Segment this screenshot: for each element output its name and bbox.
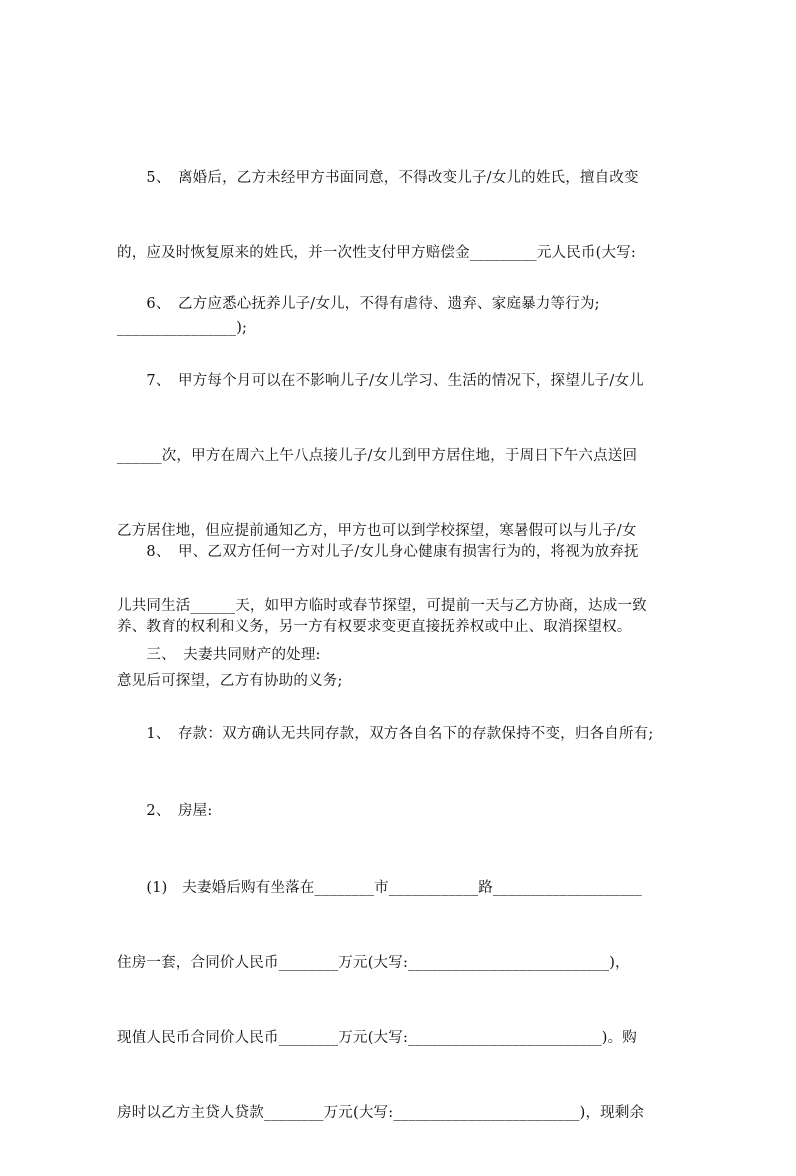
text-line: 三、 夫妻共同财产的处理: [117,647,321,663]
text-line: 儿共同生活______天，如甲方临时或春节探望，可提前一天与乙方协商，达成一致 [117,598,647,614]
text-line: 现值人民币合同价人民币________万元(大写:__________________________)。购 [117,1030,637,1046]
text-line: 1、 存款：双方确认无共同存款，双方各自名下的存款保持不变，归各自所有; [117,726,654,742]
text-line: 2、 房屋: [117,803,213,819]
text-line: 8、 甲、乙双方任何一方对儿子/女儿身心健康有损害行为的，将视为放弃抚 [117,544,639,560]
text-line: 5、 离婚后，乙方未经甲方书面同意，不得改变儿子/女儿的姓氏，擅自改变 [117,170,639,186]
text-line: 7、 甲方每个月可以在不影响儿子/女儿学习、生活的情况下，探望儿子/女儿 [117,373,644,389]
text-line: 乙方居住地，但应提前通知乙方，甲方也可以到学校探望，寒暑假可以与儿子/女 [117,523,637,539]
text-line: 房时以乙方主贷人贷款________万元(大写:_________________________)，现剩余 [117,1105,645,1121]
text-line: 意见后可探望，乙方有协助的义务; [117,673,343,689]
text-line: ________________); [117,320,248,336]
text-line: 的，应及时恢复原来的姓氏，并一次性支付甲方赔偿金_________元人民币(大写: [117,245,636,261]
text-line: 养、教育的权利和义务，另一方有权要求变更直接抚养权或中止、取消探望权。 [117,619,632,635]
text-line: (1) 夫妻婚后购有坐落在________市____________路____________________ [117,880,642,896]
text-line: ______次，甲方在周六上午八点接儿子/女儿到甲方居住地，于周日下午六点送回 [117,448,638,464]
text-line: 6、 乙方应悉心抚养儿子/女儿，不得有虐待、遗弃、家庭暴力等行为; [117,296,600,312]
item-2-1-paragraph [117,826,687,1176]
text-line: 住房一套，合同价人民币________万元(大写:___________________________)， [117,955,630,971]
